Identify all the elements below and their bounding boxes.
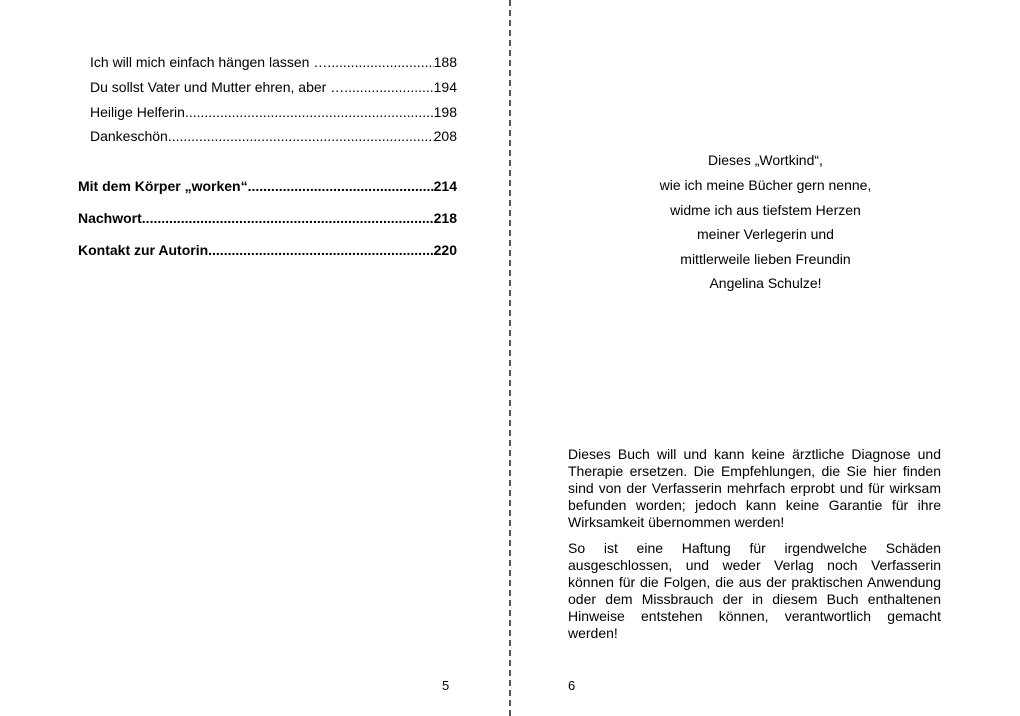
disclaimer-paragraph: So ist eine Haftung für irgendwelche Schäden ausgeschlossen, und weder Verlag noch Verfasserin können für die Folgen, die aus der praktischen Anwendung oder dem Missbrauch der in diesem Buch enthaltenen Hinweise entstehen können, verantwortlich gemacht werden! — [568, 540, 941, 641]
dedication-line: widme ich aus tiefstem Herzen — [670, 202, 861, 218]
toc-leader-dots — [208, 241, 434, 259]
toc-entry — [90, 103, 457, 121]
dedication-line: Angelina Schulze! — [709, 275, 822, 291]
toc-leader-dots — [168, 127, 434, 145]
toc-entry-page: 194 — [433, 79, 457, 95]
toc-chapter-title: Nachwort — [78, 210, 142, 226]
right-page — [511, 0, 1020, 716]
toc-entry-page: 208 — [433, 128, 457, 144]
toc-chapter — [78, 241, 457, 259]
toc-entry-page: 198 — [433, 104, 457, 120]
toc-leader-dots — [327, 53, 433, 71]
toc-entry — [90, 78, 457, 96]
toc-entry-title: Dankeschön — [90, 128, 168, 144]
toc-chapter-page: 214 — [433, 178, 457, 194]
dedication-line: Dieses „Wortkind“, — [708, 152, 823, 168]
toc-chapter-title: Kontakt zur Autorin — [78, 242, 209, 258]
toc-entry-title: Ich will mich einfach hängen lassen … — [90, 54, 328, 70]
page-number: 5 — [442, 678, 450, 693]
toc-chapter — [78, 177, 457, 195]
toc-chapter-title: Mit dem Körper „worken“ — [78, 178, 248, 194]
toc-leader-dots — [185, 103, 434, 121]
toc-leader-dots — [142, 209, 434, 227]
toc-leader-dots — [344, 78, 433, 96]
page-number: 6 — [568, 678, 576, 693]
dedication-line: mittlerweile lieben Freundin — [680, 251, 851, 267]
toc-entry — [90, 127, 457, 145]
toc-chapter-page: 220 — [433, 242, 457, 258]
toc-entry-page: 188 — [433, 54, 457, 70]
disclaimer-paragraph: Dieses Buch will und kann keine ärztliche Diagnose und Therapie ersetzen. Die Empfehlungen, die Sie hier finden sind von der Verfasserin mehrfach erprobt und für wirksam befunden worden; jedoch kann keine Garantie für ihre Wirksamkeit übernommen werden! — [568, 446, 941, 530]
dedication-line: wie ich meine Bücher gern nenne, — [659, 177, 872, 193]
toc-entry-title: Du sollst Vater und Mutter ehren, aber … — [90, 79, 345, 95]
toc-entry-title: Heilige Helferin — [90, 104, 185, 120]
toc-leader-dots — [248, 177, 434, 195]
toc-chapter-page: 218 — [433, 210, 457, 226]
toc-entry — [90, 53, 457, 71]
toc-chapter — [78, 209, 457, 227]
dedication-line: meiner Verlegerin und — [697, 226, 834, 242]
